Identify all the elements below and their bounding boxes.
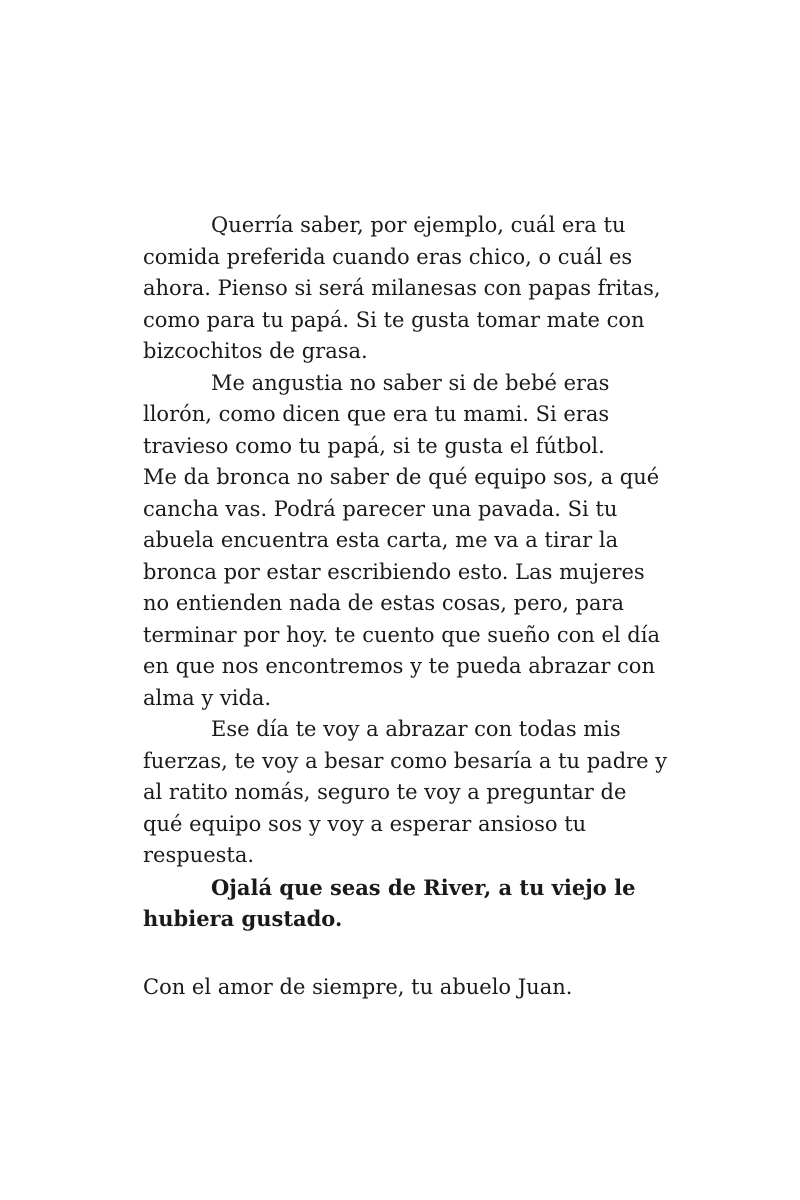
letter-body [143, 210, 668, 935]
text-line: bronca por estar escribiendo esto. Las mujeres [143, 559, 645, 584]
text-line: Ojalá que seas de River, a tu viejo le [211, 874, 636, 900]
text-line: como para tu papá. Si te gusta tomar mate con [143, 307, 645, 332]
text-line: fuerzas, te voy a besar como besaría a tu padre y [143, 748, 668, 773]
paragraph-river-wish [143, 872, 663, 935]
text-line: ahora. Pienso si será milanesas con papas fritas, [143, 276, 661, 300]
signature-line: Con el amor de siempre, tu abuelo Juan. [143, 975, 573, 999]
text-line: cancha vas. Podrá parecer una pavada. Si tu [143, 496, 618, 521]
text-line: hubiera gustado. [143, 906, 343, 931]
text-line: bizcochitos de grasa. [143, 339, 368, 363]
text-line: respuesta. [143, 843, 255, 867]
text-line: abuela encuentra esta carta, me va a tirar la [143, 528, 619, 552]
text-line: Me angustia no saber si de bebé eras [211, 370, 610, 395]
paragraph-embrace [143, 714, 668, 872]
text-line: Ese día te voy a abrazar con todas mis [211, 717, 621, 741]
paragraph-food [143, 210, 663, 368]
text-line: en que nos encontremos y te pueda abrazar con [143, 654, 655, 678]
paragraph-team [143, 368, 663, 715]
text-line: Me da bronca no saber de qué equipo sos, a qué [143, 465, 660, 489]
text-line: al ratito nomás, seguro te voy a preguntar de [143, 780, 627, 804]
text-line: Querría saber, por ejemplo, cuál era tu [211, 213, 626, 237]
text-line: comida preferida cuando eras chico, o cuál es [143, 244, 633, 269]
text-line: llorón, como dicen que era tu mami. Si eras [143, 402, 610, 426]
text-line: terminar por hoy. te cuento que sueño con el día [143, 622, 660, 647]
text-line: no entienden nada de estas cosas, pero, para [143, 591, 625, 615]
text-line: alma y vida. [143, 685, 272, 710]
text-line: qué equipo sos y voy a esperar ansioso tu [143, 811, 587, 836]
text-line: travieso como tu papá, si te gusta el fútbol. [143, 433, 605, 458]
